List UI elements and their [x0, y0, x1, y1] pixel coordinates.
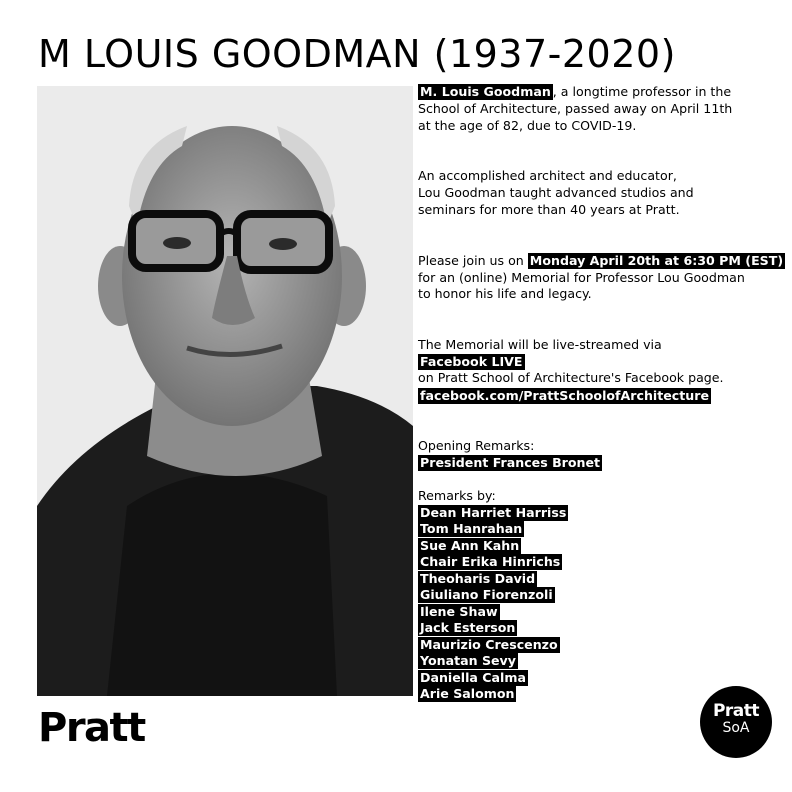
opening-remarks: Opening Remarks: President Frances Bronet: [418, 437, 601, 471]
name-highlight: M. Louis Goodman: [420, 84, 551, 99]
speaker-name: Jack Esterson: [420, 620, 516, 636]
pratt-logo: Pratt: [38, 705, 145, 751]
invite-paragraph: Please join us on Monday April 20th at 6:30 PM (EST) for an (online) Memorial for Professor Lou Goodman to honor his life and legacy.: [418, 252, 784, 302]
pratt-soa-badge: Pratt SoA: [700, 686, 772, 758]
speaker-name: Arie Salomon: [420, 686, 515, 702]
speaker-name: Theoharis David: [420, 570, 536, 586]
intro-paragraph: M. Louis Goodman , a longtime professor in the School of Architecture, passed away on April 11th at the age of 82, due to COVID-19.: [418, 84, 733, 133]
speaker-list: [418, 505, 790, 703]
opening-speaker: President Frances Bronet: [420, 455, 601, 471]
stream-paragraph: The Memorial will be live-streamed via Facebook LIVE on Pratt School of Architecture's Facebook page. facebook.com/PrattSchoolofArchitecture: [418, 337, 724, 403]
speaker-name: Tom Hanrahan: [420, 521, 523, 537]
portrait-photo: [37, 86, 413, 696]
remarks-list: Remarks by: Dean Harriet Harriss Tom Hanrahan Sue Ann Kahn Chair Erika Hinrichs Theoharis David Giuliano Fiorenzoli Ilene Shaw Jack Esterson Maurizio Crescenzo Yonatan Sevy Daniella Calma Arie Salomon: [418, 488, 790, 702]
page-title: M LOUIS GOODMAN (1937-2020): [38, 32, 676, 76]
speaker-name: Chair Erika Hinrichs: [420, 554, 561, 570]
facebook-page-link[interactable]: facebook.com/PrattSchoolofArchitecture: [420, 387, 710, 403]
speaker-name: Yonatan Sevy: [420, 653, 516, 669]
speaker-name: Dean Harriet Harriss: [420, 504, 567, 520]
speaker-name: Sue Ann Kahn: [420, 537, 520, 553]
facebook-live-label: Facebook LIVE: [420, 354, 523, 370]
bio-paragraph: An accomplished architect and educator, Lou Goodman taught advanced studios and seminars for more than 40 years at Pratt.: [418, 168, 694, 217]
speaker-name: Maurizio Crescenzo: [420, 636, 558, 652]
memorial-date: Monday April 20th at 6:30 PM (EST): [529, 252, 784, 268]
speaker-name: Daniella Calma: [420, 669, 526, 685]
speaker-name: Giuliano Fiorenzoli: [420, 587, 553, 603]
speaker-name: Ilene Shaw: [420, 603, 498, 619]
announcement-text: [418, 84, 790, 703]
